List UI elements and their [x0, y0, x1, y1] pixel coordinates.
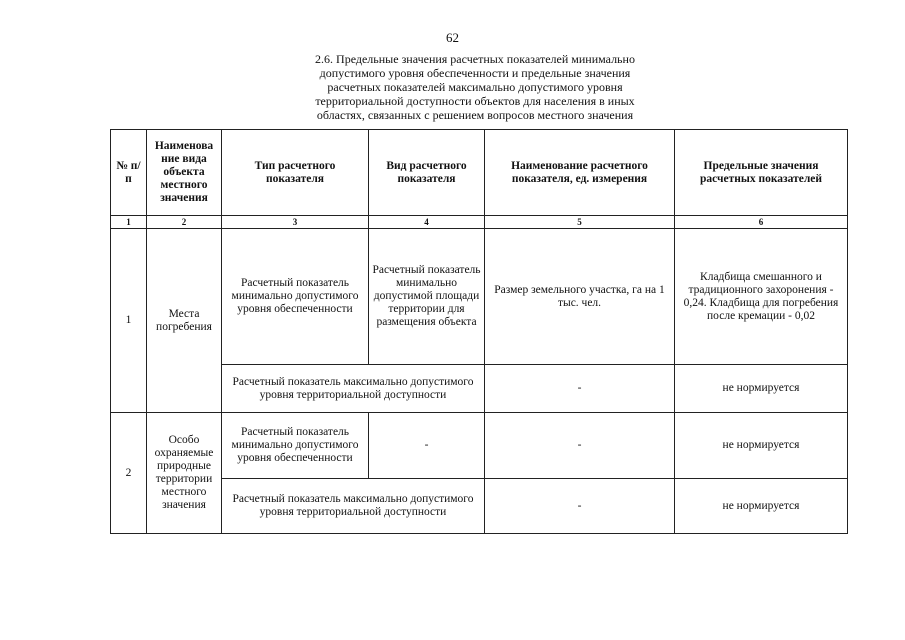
column-index: 3 — [222, 216, 369, 229]
indicator-type: Расчетный показатель максимально допустимого уровня территориальной доступности — [222, 479, 485, 534]
header-name: Наименование расчетного показателя, ед. измерения — [485, 130, 675, 216]
indicator-name: - — [485, 479, 675, 534]
column-index: 5 — [485, 216, 675, 229]
header-type: Тип расчетного показателя — [222, 130, 369, 216]
page-number: 62 — [446, 30, 459, 45]
indicator-kind: - — [369, 413, 485, 479]
table-row — [111, 479, 848, 534]
title-line: 2.6. Предельные значения расчетных показателей минимально — [315, 52, 635, 66]
object-name: Особо охраняемые природные территории местного значения — [147, 413, 222, 534]
column-index: 2 — [147, 216, 222, 229]
indicator-type: Расчетный показатель максимально допустимого уровня территориальной доступности — [222, 365, 485, 413]
indicator-type: Расчетный показатель минимально допустимого уровня обеспеченности — [222, 229, 369, 365]
column-index: 4 — [369, 216, 485, 229]
indicator-name: - — [485, 413, 675, 479]
indicator-limit: не нормируется — [675, 413, 848, 479]
table-row — [111, 413, 848, 479]
header-row — [111, 130, 848, 216]
header-num: № п/п — [111, 130, 147, 216]
indicator-name: - — [485, 365, 675, 413]
object-name: Места погребения — [147, 229, 222, 413]
title-line: допустимого уровня обеспеченности и предельные значения — [319, 66, 631, 80]
norms-table — [110, 129, 848, 534]
table-row — [111, 365, 848, 413]
header-object: Наименова ние вида объекта местного значения — [147, 130, 222, 216]
indicator-type: Расчетный показатель минимально допустимого уровня обеспеченности — [222, 413, 369, 479]
title-line: территориальной доступности объектов для населения в иных — [315, 94, 635, 108]
title-line: областях, связанных с решением вопросов местного значения — [316, 108, 634, 122]
section-title — [290, 52, 660, 122]
indicator-limit: не нормируется — [675, 479, 848, 534]
table-row — [111, 229, 848, 365]
indicator-limit: не нормируется — [675, 365, 848, 413]
column-index: 6 — [675, 216, 848, 229]
column-index: 1 — [111, 216, 147, 229]
row-number: 2 — [111, 413, 147, 534]
header-limit: Предельные значения расчетных показателей — [675, 130, 848, 216]
indicator-name: Размер земельного участка, га на 1 тыс. чел. — [485, 229, 675, 365]
header-kind: Вид расчетного показателя — [369, 130, 485, 216]
title-line: расчетных показателей максимально допустимого уровня — [327, 80, 623, 94]
row-number: 1 — [111, 229, 147, 413]
column-index-row — [111, 216, 848, 229]
indicator-limit: Кладбища смешанного и традиционного захоронения - 0,24. Кладбища для погребения после кремации - 0,02 — [675, 229, 848, 365]
indicator-kind: Расчетный показатель минимально допустимой площади территории для размещения объекта — [369, 229, 485, 365]
